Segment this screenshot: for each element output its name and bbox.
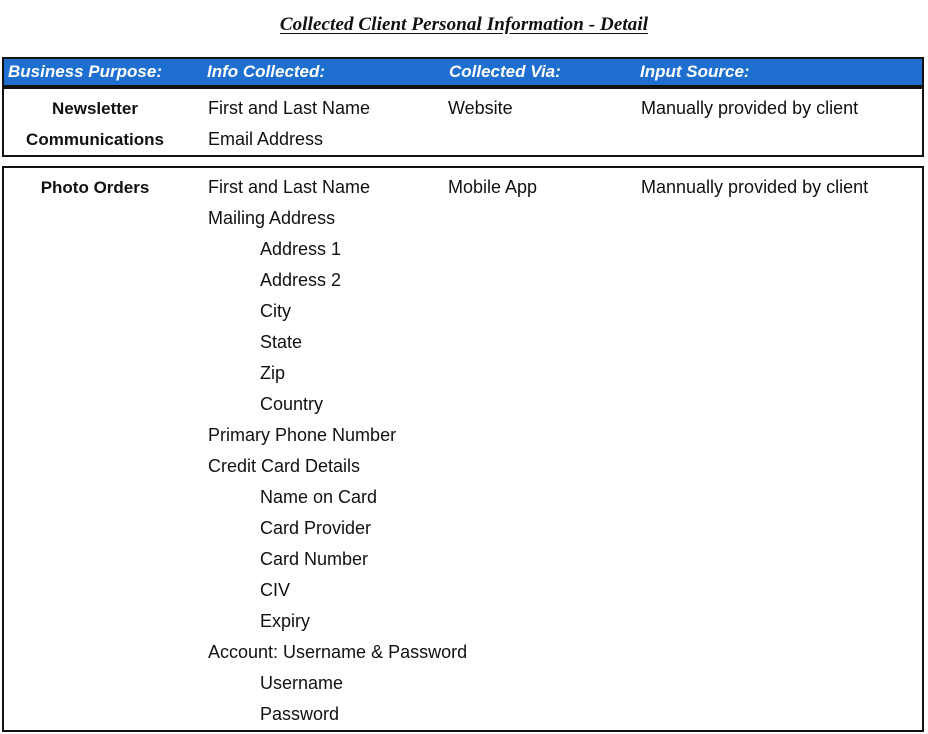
info-subitem: State [260, 332, 303, 352]
info-subitem: Zip [260, 363, 286, 383]
header-info-collected: Info Collected: [207, 62, 326, 81]
header-collected-via: Collected Via: [449, 62, 561, 81]
info-item: First and Last Name [208, 98, 371, 118]
table-header [2, 57, 924, 87]
purpose-cell [10, 93, 180, 155]
info-item: Mailing Address [208, 208, 336, 228]
page-title: Collected Client Personal Information - Detail [279, 14, 649, 35]
info-collected-cell [208, 172, 467, 730]
info-collected-cell [208, 93, 370, 155]
header-business-purpose: Business Purpose: [8, 62, 162, 81]
info-subitem: Card Number [260, 549, 369, 569]
info-item: Email Address [208, 129, 324, 149]
info-subitem: Card Provider [260, 518, 372, 538]
info-item: Primary Phone Number [208, 425, 397, 445]
purpose-line: Newsletter [52, 99, 138, 118]
info-subitem: City [260, 301, 291, 321]
info-subitem: CIV [260, 580, 291, 600]
input-source-cell: Mannually provided by client [641, 177, 869, 197]
info-item: Credit Card Details [208, 456, 361, 476]
collected-via-cell: Mobile App [448, 177, 538, 197]
info-subitem: Address 1 [260, 239, 342, 259]
collected-via-cell: Website [448, 98, 513, 118]
info-subitem: Password [260, 704, 340, 724]
table-row-photo-orders [2, 166, 924, 732]
info-subitem: Address 2 [260, 270, 342, 290]
info-item: First and Last Name [208, 177, 371, 197]
header-input-source: Input Source: [640, 62, 750, 81]
table-row-newsletter [2, 87, 924, 157]
info-subitem: Name on Card [260, 487, 378, 507]
info-subitem: Username [260, 673, 344, 693]
info-subitem: Country [260, 394, 324, 414]
purpose-line: Communications [26, 130, 164, 149]
info-item: Account: Username & Password [208, 642, 468, 662]
info-subitem: Expiry [260, 611, 311, 631]
purpose-cell: Photo Orders [40, 178, 150, 197]
input-source-cell: Manually provided by client [641, 98, 859, 118]
